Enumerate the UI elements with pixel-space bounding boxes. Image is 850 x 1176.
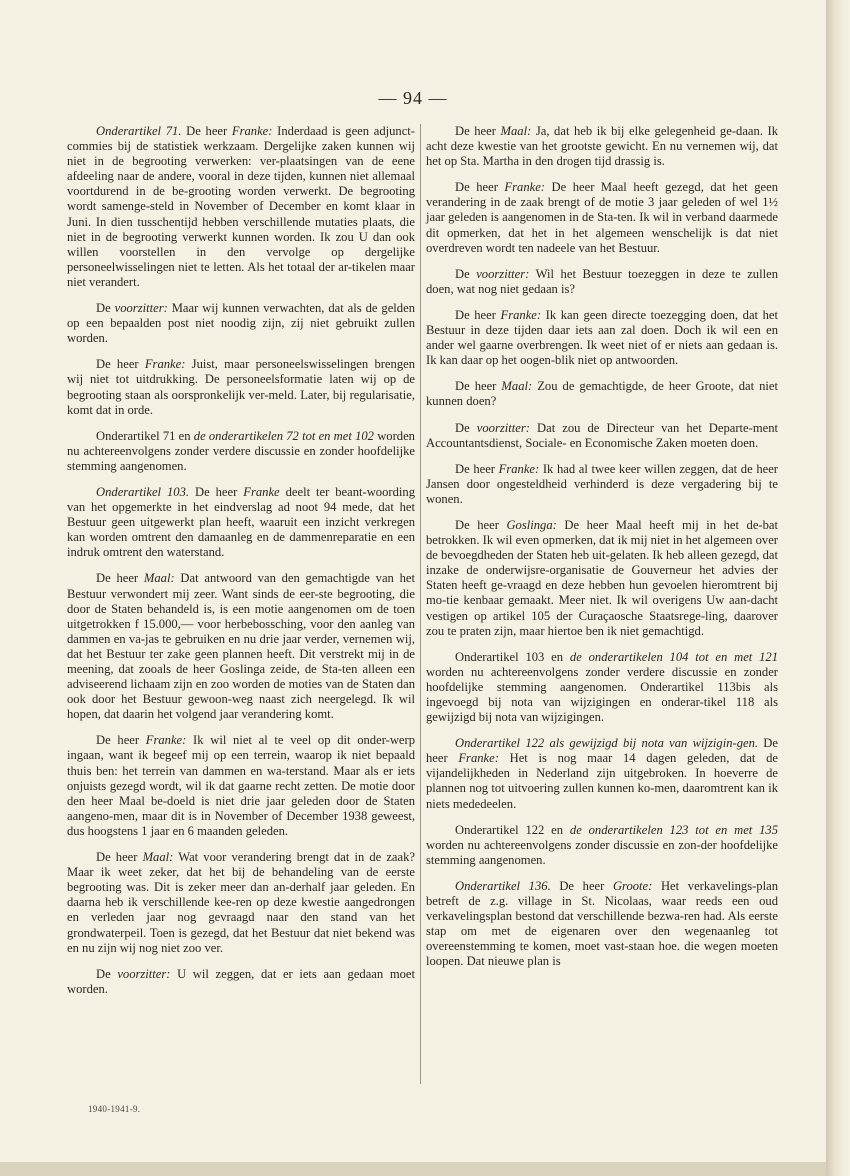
paragraph	[426, 267, 778, 297]
speaker-prefix: De heer	[96, 571, 144, 586]
speaker-prefix: Onderartikel 103 en	[455, 649, 570, 664]
speaker-name: Franke:	[500, 307, 542, 322]
speaker-prefix: De heer	[455, 461, 499, 476]
speaker-name: voorzitter:	[117, 966, 171, 981]
paragraph	[67, 124, 415, 290]
speaker-prefix: De heer	[550, 878, 613, 893]
speaker-prefix: Onderartikel 122 en	[455, 822, 570, 837]
paragraph-text: Dat antwoord van den gemachtigde van het Bestuur verwondert mij zeer. Want sinds de eer-ste begrooting, die door de Staten behandeld is, is een motie aangenomen om de toen uitgetrokken f 15.000,— voor herbebossching, voor den aanleg van dammen en va-jas te gebruiken en nu drie jaar verder, vernemen wij, dat het Bestuur ter zake geen plannen heeft. Dit verstrekt mij in de meening, dat zooals de heer Goslinga zeide, de Sta-ten alleen een adviseerend lichaam zijn en zoo worden de moties van de Staten dan ook door het Bestuur gewoon-weg naast zich neergelegd. Ik wil hopen, dat daarin het volgend jaar verandering komt.	[67, 571, 415, 722]
paragraph	[67, 850, 415, 956]
speaker-prefix: De heer	[455, 517, 507, 532]
speaker-prefix: De heer	[189, 484, 244, 499]
speaker-prefix: De	[96, 301, 115, 316]
speaker-prefix: De heer	[96, 357, 145, 372]
paragraph	[67, 571, 415, 722]
paragraph	[426, 650, 778, 725]
paragraph	[426, 379, 778, 409]
speaker-prefix: De heer	[455, 180, 505, 195]
speaker-prefix: Onderartikel 71 en	[96, 428, 194, 443]
page-number: — 94 —	[378, 88, 448, 108]
paragraph	[426, 518, 778, 639]
paragraph	[426, 180, 778, 255]
speaker-name: de onderartikelen 123 tot en met 135	[569, 822, 778, 837]
speaker-name: Maal:	[142, 850, 174, 865]
speaker-name: Franke:	[458, 751, 499, 766]
speaker-name: Maal:	[143, 571, 175, 586]
paragraph	[426, 308, 778, 368]
paragraph-text: Ik had al twee keer willen zeggen, dat de heer Jansen door ongesteldheid verhinderd is deze vergadering bij te wonen.	[426, 461, 779, 506]
speaker-name: Franke:	[145, 733, 187, 748]
paragraph	[426, 736, 778, 811]
speaker-name: Franke:	[504, 180, 545, 195]
speaker-prefix: De heer	[181, 124, 232, 138]
paragraph-text: deelt ter beant-woording van het opgemerkte in het eindverslag ad noot 94 mede, dat het Bestuur geen uitgewerkt plan heeft, waaruit een inzicht verkregen kan worden omtrent den damaanleg en de dammenreparatie en een indruk omtrent den waterstand.	[67, 484, 415, 560]
speaker-prefix: De heer	[96, 850, 143, 865]
paragraph	[67, 733, 415, 839]
speaker-prefix: De heer	[426, 736, 778, 766]
speaker-prefix: De heer	[455, 124, 501, 138]
speaker-prefix: De	[455, 266, 477, 281]
speaker-name: voorzitter:	[476, 266, 530, 281]
paragraph-text: worden nu achtereenvolgens zonder discussie en zon-der hoofdelijke stemming aangenomen.	[426, 837, 778, 867]
paragraph-text: Het is nog maar 14 dagen geleden, dat de vijandelijkheden in Nederland zijn uitgebroken. In hoeverre de plannen nog tot uitvoering zullen kunnen ko-men, daaromtrent kan ik niets mededeelen.	[426, 751, 778, 811]
paragraph	[426, 879, 778, 970]
article-heading: Onderartikel 103.	[96, 484, 190, 499]
next-page-edge	[826, 0, 850, 1176]
speaker-name: Goslinga:	[506, 517, 557, 532]
paragraph-text: Ik kan geen directe toezegging doen, dat het Bestuur in deze tijden daar iets aan zal doen. Doch ik wil een en ander wel gaarne overbrengen. Ik weet niet of er niets aan gedaan is. Ik kan daar op het oogen-blik niet op antwoorden.	[426, 307, 778, 368]
paragraph	[426, 462, 778, 507]
paragraph-text: worden nu achtereenvolgens zonder verdere discussie en zonder hoofdelijke stemming aangenomen. Onderartikel 113bis als ingevoegd bij nota van wijzigingen en onderar-tikel 118 als gewijzigd bij nota van wijzigingen.	[426, 664, 778, 725]
speaker-name: Maal:	[501, 379, 533, 394]
paragraph-text: Juist, maar personeelswisselingen brengen wij niet tot uitdrukking. De personeelsformatie laten wij op de begrooting staan als oorspronkelijk ver-meld. Later, bij regularisatie, komt dat in orde.	[67, 357, 416, 417]
article-heading: Onderartikel 136.	[455, 878, 551, 893]
speaker-name: Franke:	[498, 461, 540, 476]
paragraph-text: worden nu achtereenvolgens zonder verdere discussie en zonder hoofdelijke stemming aangenomen.	[67, 428, 415, 473]
speaker-name: Franke:	[144, 357, 186, 372]
paragraph	[67, 301, 415, 346]
speaker-prefix: De heer	[96, 733, 146, 748]
speaker-name: Franke	[243, 484, 280, 499]
column-divider	[420, 124, 421, 1084]
speaker-name: voorzitter:	[476, 420, 530, 435]
speaker-name: de onderartikelen 72 tot en met 102	[193, 428, 374, 443]
paragraph	[426, 823, 778, 868]
article-heading: Onderartikel 122 als gewijzigd bij nota van wijzigin-gen.	[455, 736, 759, 751]
paragraph-text: Ik wil niet al te veel op dit onder-werp ingaan, want ik begeef mij op een terrein, waarop ik niet bepaald thuis ben: het terrein van dammen en wa-terstand. Maar als er iets onjuists gezegd wordt, wil ik dat gaarne recht zetten. De motie door den heer Maal be-doeld is niet drie jaar geleden door de Staten aangeno-men, maar dit is in November of December 1938 geweest, dus hoogstens 1 jaar en 6 maanden geleden.	[67, 733, 416, 838]
left-column	[67, 124, 415, 1008]
speaker-prefix: De	[96, 966, 118, 981]
page-bottom-edge	[0, 1162, 826, 1176]
paragraph	[67, 357, 415, 417]
speaker-name: Franke:	[231, 124, 273, 138]
paragraph-text: Zou de gemachtigde, de heer Groote, dat niet kunnen doen?	[426, 379, 778, 409]
paragraph	[67, 485, 415, 560]
speaker-name: de onderartikelen 104 tot en met 121	[569, 649, 778, 664]
paragraph-text: Wat voor verandering brengt dat in de zaak? Maar ik weet zeker, dat het bij de behandeling van de eerste begrooting was. Dit is zeker meer dan an-derhalf jaar geleden. En daarna heb ik verschillende kee-ren op deze kwestie aangedrongen en verleden jaar nog gevraagd naar den stand van het grondwaterpeil. Toen is gezegd, dat het Bestuur dat niet bekend was en nu zijn wij nog niet zoo ver.	[67, 850, 415, 955]
speaker-prefix: De heer	[455, 307, 501, 322]
paragraph	[67, 967, 415, 997]
speaker-prefix: De	[455, 420, 477, 435]
speaker-name: Groote:	[612, 878, 653, 893]
paragraph-text: Ja, dat heb ik bij elke gelegenheid ge-daan. Ik acht deze kwestie van het grootste gewicht. En nu vernemen wij, dat het op Sta. Martha in den drogen tijd drassig is.	[426, 124, 778, 169]
right-column	[426, 124, 778, 981]
footer-reference: 1940-1941-9.	[88, 1104, 141, 1114]
paragraph-text: U wil zeggen, dat er iets aan gedaan moet worden.	[67, 966, 415, 996]
paragraph	[67, 429, 415, 474]
paragraph-text: Wil het Bestuur toezeggen in deze te zullen doen, wat nog niet gedaan is?	[426, 266, 778, 296]
paragraph-text: Het verkavelings-plan betreft de z.g. village in St. Nicolaas, waar reeds een oud verkavelingsplan bestond dat verschillende bezwa-ren had. Als eerste stap om met de eigenaren over den wegenaanleg tot overeenstemming te komen, moet vast-staan hoe. die wegen moeten loopen. Dat nieuwe plan is	[426, 878, 778, 969]
paragraph-text: De heer Maal heeft gezegd, dat het geen verandering in de zaak brengt of de motie 3 jaar geleden of wel 1½ jaar geleden is aangenomen in de Sta-ten. Ik wil in verband daarmede dit opmerken, dat het in het algemeen wenschelijk is dat niet overdreven wordt ten nadeele van het Bestuur.	[426, 180, 778, 255]
speaker-name: Maal:	[500, 124, 532, 138]
paragraph-text: De heer Maal heeft mij in het de-bat betrokken. Ik wil even opmerken, dat ik mij niet in het algemeen over de bevoegdheden der Staten heb uit-gelaten. Ik heb alleen gezegd, dat inzake de onderwijsre-organisatie de Gouverneur het advies der Staten heeft ge-vraagd en deze hebben hun gevoelen hieromtrent bij mo-tie kenbaar gemaakt. Meer niet. Ik wil overigens Uw aan-dacht vestigen op artikel 105 der Curaçaosche Staatsrege-ling, daarover zou te praten zijn, maar hiertoe ben ik niet gemachtigd.	[426, 517, 779, 638]
paragraph-text: Inderdaad is geen adjunct-commies bij de statistiek werkzaam. Dergelijke zaken kunnen wij niet in de begrooting verwerken: ver-plaatsingen van de eene afdeeling naar de andere, vooral in deze tijden, kunnen niet allemaal voortdurend in de be-grooting worden verwerkt. De begrooting wordt samenge-steld in November of December en komt klaar in Juni. In dien tusschentijd hebben verschillende mutaties plaats, die niet in de begrooting verwerkt kunnen worden. Ik zou U dan ook willen voorstellen in den vervolge op dergelijke personeelwisselingen niet te letten. Als het totaal der ar-tikelen maar niet verandert.	[67, 124, 415, 289]
paragraph-text: Dat zou de Directeur van het Departe-ment Accountantsdienst, Sociale- en Economische Zaken moeten doen.	[426, 420, 778, 450]
paragraph	[426, 124, 778, 169]
paragraph	[426, 421, 778, 451]
speaker-name: voorzitter:	[114, 301, 168, 316]
article-heading: Onderartikel 71.	[96, 124, 182, 138]
speaker-prefix: De heer	[455, 379, 502, 394]
paragraph-text: Maar wij kunnen verwachten, dat als de gelden op een bepaalden post niet noodig zijn, zij niet gebruikt zullen worden.	[67, 301, 415, 346]
